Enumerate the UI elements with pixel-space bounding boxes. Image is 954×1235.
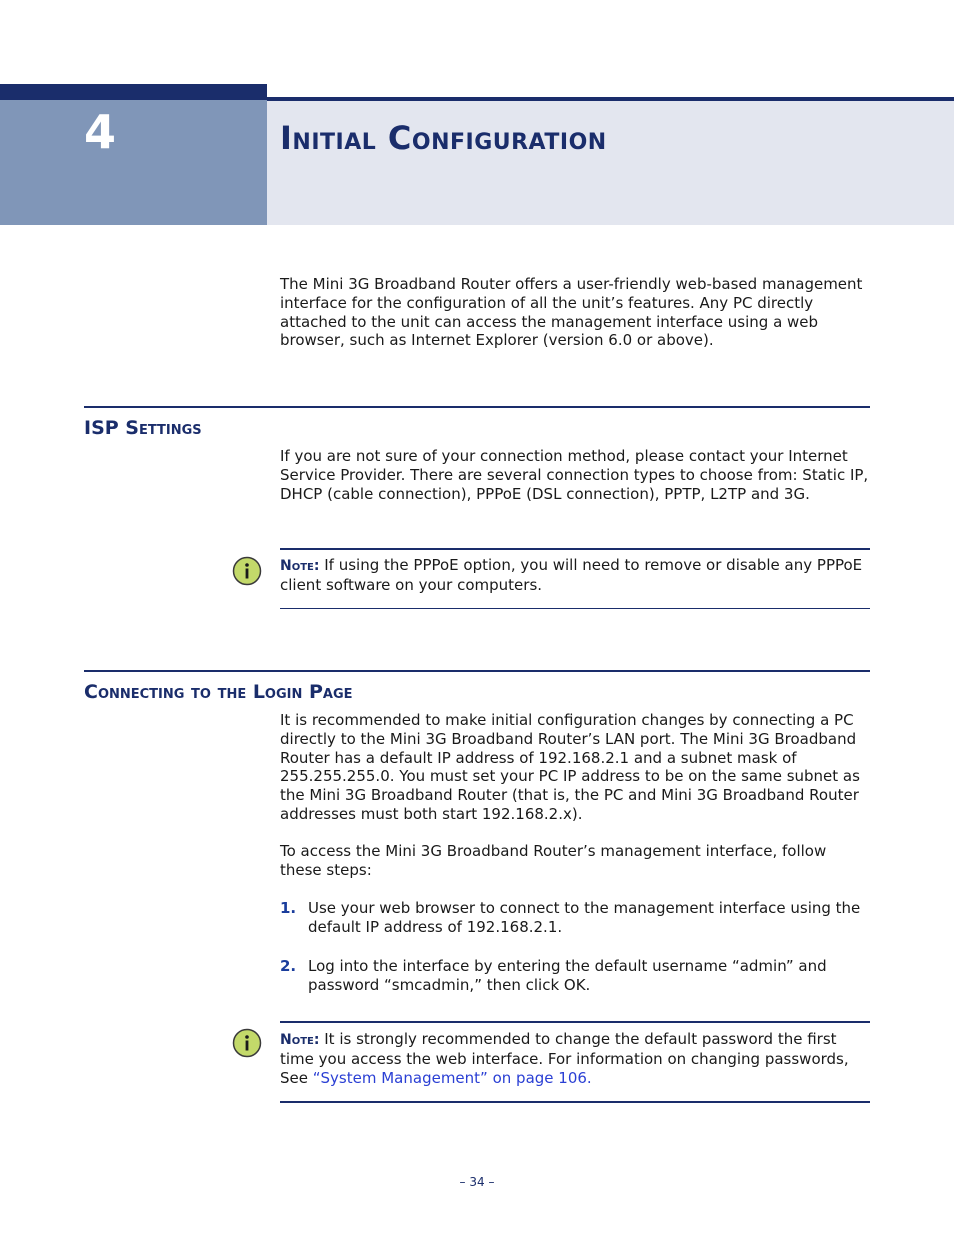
note-bottom-rule <box>280 1101 870 1103</box>
login-note <box>280 1030 872 1087</box>
note-text: It is strongly recommended to change the default password the first time you access the web interface. For information on changing passwords, See <box>280 1030 849 1087</box>
isp-note <box>280 556 872 595</box>
step-number: 2. <box>280 957 297 975</box>
login-heading: Connecting to the Login Page <box>84 681 353 703</box>
section-rule <box>84 406 870 408</box>
note-bottom-rule <box>280 608 870 609</box>
note-text: If using the PPPoE option, you will need to remove or disable any PPPoE client software on your computers. <box>280 556 863 594</box>
login-steps-intro: To access the Mini 3G Broadband Router’s management interface, follow these steps: <box>280 842 827 879</box>
section-rule <box>84 670 870 672</box>
note-top-rule <box>280 548 870 550</box>
note-top-rule <box>280 1021 870 1023</box>
system-management-link[interactable]: “System Management” on page 106. <box>312 1068 592 1087</box>
isp-settings-heading: ISP Settings <box>84 417 202 439</box>
info-icon <box>232 556 262 586</box>
step-text: Log into the interface by entering the default username “admin” and password “smcadmin,” then click OK. <box>308 957 827 994</box>
step-text: Use your web browser to connect to the management interface using the default IP address of 192.168.2.1. <box>308 899 861 936</box>
note-label: Note: <box>280 1032 320 1048</box>
login-paragraph: It is recommended to make initial configuration changes by connecting a PC directly to the Mini 3G Broadband Router’s LAN port. The Mini 3G Broadband Router has a default IP address of 192.168.2.1 and a subnet mask of 255.255.255.0. You must set your PC IP address to be on the same subnet as the Mini 3G Broadband Router (that is, the PC and Mini 3G Broadband Router addresses must both start 192.168.2.x). <box>280 711 860 823</box>
intro-paragraph: The Mini 3G Broadband Router offers a user-friendly web-based management interface for the configuration of all the unit’s features. Any PC directly attached to the unit can access the management interface using a web browser, such as Internet Explorer (version 6.0 or above). <box>280 275 863 350</box>
chapter-number-block <box>0 84 267 225</box>
step-number: 1. <box>280 899 297 917</box>
info-icon <box>232 1028 262 1058</box>
isp-paragraph: If you are not sure of your connection method, please contact your Internet Service Provider. There are several connection types to choose from: Static IP, DHCP (cable connection), PPPoE (DSL connection), PPTP, L2TP and 3G. <box>280 447 869 503</box>
note-label: Note: <box>280 558 320 574</box>
page-number: – 34 – <box>459 1175 495 1189</box>
chapter-title: Initial Configuration <box>280 119 607 157</box>
chapter-number: 4 <box>84 105 117 159</box>
